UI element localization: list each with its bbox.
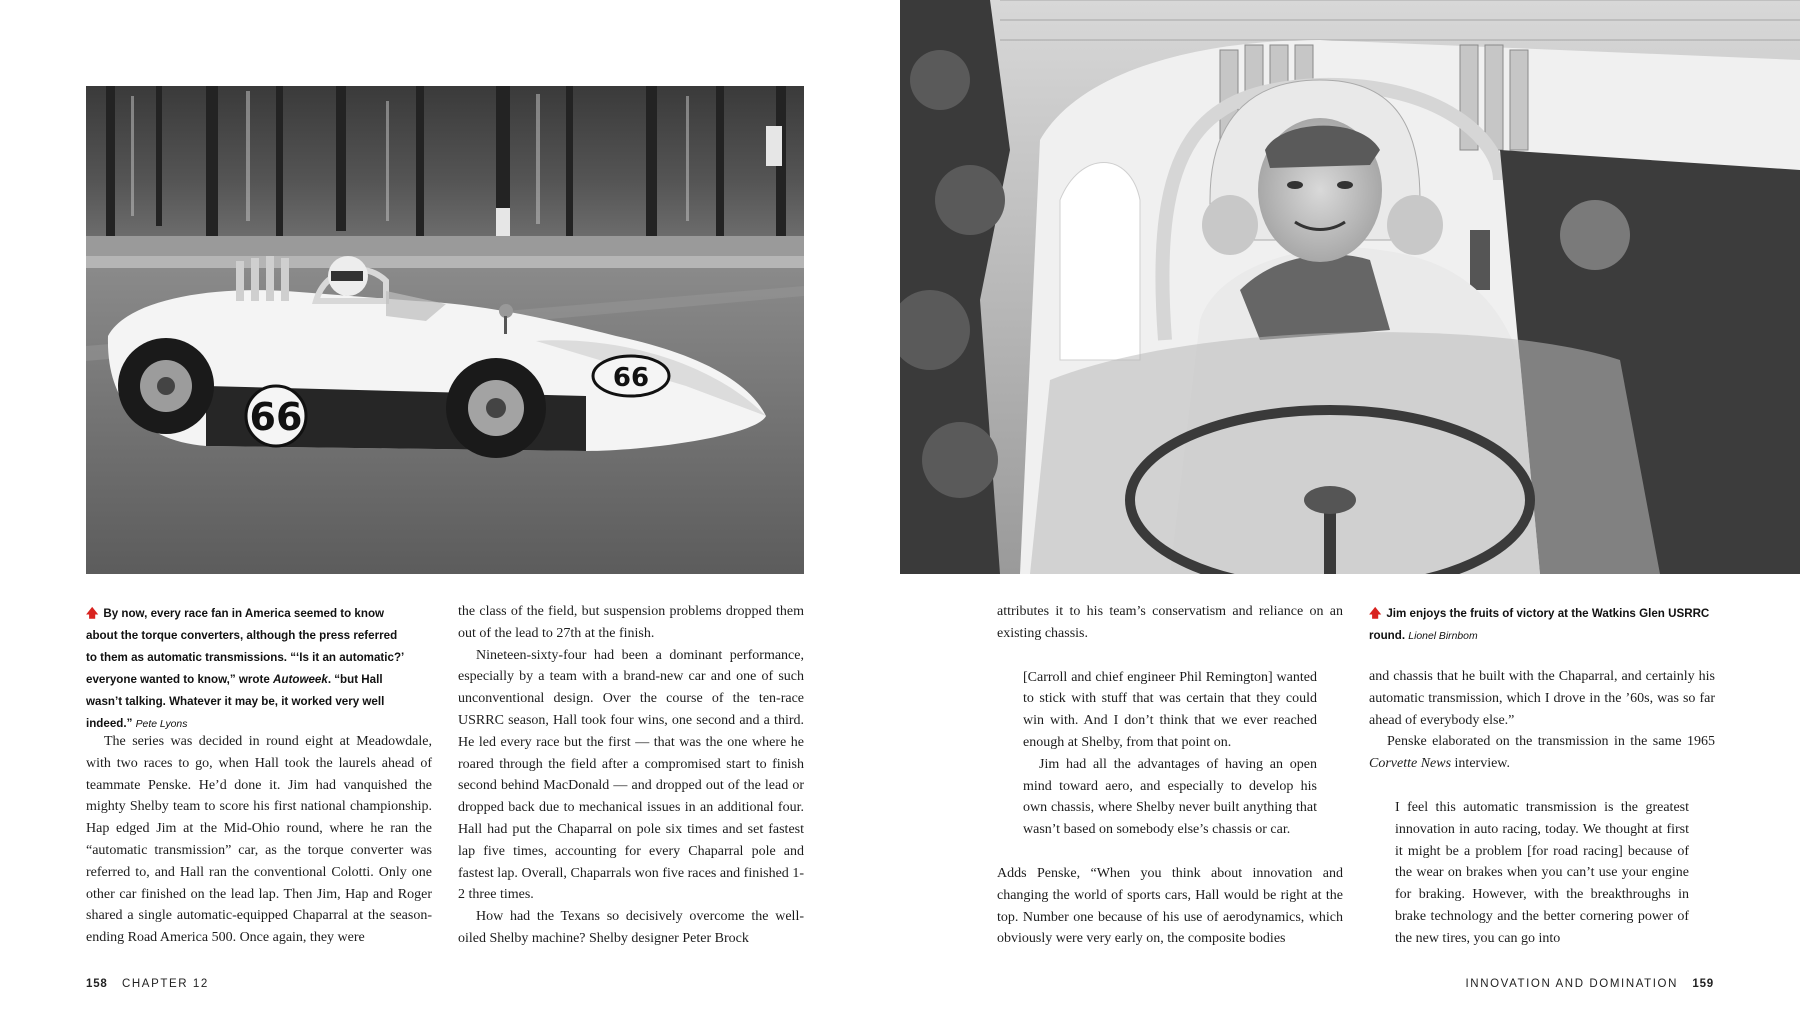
driver-portrait-photo: [900, 0, 1800, 574]
paragraph-text-end: interview.: [1451, 756, 1511, 772]
block-quote: I feel this automatic transmission is the greatest innovation in auto racing, today. We thought at first it might be a problem [for road racing] because of the wear on brakes when you can’t use your engine for braking. However, with the breakthroughs in brake technology and the better cornering power of the new tires, you can go into: [1395, 799, 1689, 946]
arrow-up-icon: 🡅: [86, 606, 99, 620]
body-paragraph: The series was decided in round eight at Meadowdale, with two races to go, when Hall took the laurels ahead of teammate Penske. He’d done it. Jim had vanquished the mighty Shelby team to score his first national championship. Hap edged Jim at the Mid-Ohio round, where he ran the “automatic transmission” car, as the torque converter was referred to, and Hall ran the conventional Colotti. Only one other car finished on the lead lap. Then Jim, Hap and Roger shared a single automatic-equipped Chaparral at the season-ending Road America 500. Once again, they were: [86, 734, 432, 946]
photo-caption-left: [86, 602, 404, 736]
paragraph-text: Penske elaborated on the transmission in the same 1965: [1387, 734, 1715, 750]
text-column-1: [86, 731, 432, 949]
block-quote: Jim had all the advantages of having an open mind toward aero, and especially to develop his own chassis, where Shelby never built anything that wasn’t based on somebody else’s chassis or car.: [1023, 756, 1317, 838]
body-paragraph: Adds Penske, “When you think about innovation and changing the world of sports cars, Hall would be right at the top. Number one because of his use of aerodynamics, which obviously were very early on, the composite bodies: [997, 865, 1343, 947]
body-paragraph: attributes it to his team’s conservatism and reliance on an existing chassis.: [997, 604, 1343, 641]
page-number: 158: [86, 978, 108, 990]
photo-credit: Lionel Birnbom: [1408, 631, 1478, 642]
body-paragraph: [1369, 731, 1715, 775]
body-paragraph: the class of the field, but suspension problems dropped them out of the lead to 27th at the finish.: [458, 604, 804, 641]
chapter-label: CHAPTER 12: [121, 978, 209, 990]
text-column-3: [997, 601, 1343, 950]
page-folio-right: [1466, 978, 1715, 990]
body-paragraph: and chassis that he built with the Chaparral, and certainly his automatic transmission, which I drove in the ’60s, was so far ahead of everybody else.”: [1369, 669, 1715, 728]
body-paragraph: Nineteen-sixty-four had been a dominant performance, especially by a team with a brand-new car and one of such unconventional design. Over the course of the ten-race USRRC season, Hall took four wins, one second and a third. He led every race but the first — that was the one where he roared through the field after a compromised start to finish second behind MacDonald — and dropped out of the lead or dropped back due to mechanical issues in an additional four. Hall had put the Chaparral on pole six times and set fastest lap five times, accounting for every Chaparral pole and fastest lap. Overall, Chaparrals won five races and finished 1-2 three times.: [458, 647, 804, 903]
caption-text: Jim enjoys the fruits of victory at the Watkins Glen USRRC round.: [1369, 607, 1710, 642]
car-number-nose: 66: [612, 363, 650, 393]
text-column-4: [1369, 666, 1715, 950]
block-quote: [Carroll and chief engineer Phil Remington] wanted to stick with stuff that was certain that they could win with. And I don’t think that we ever reached enough at Shelby, from that point on.: [1023, 669, 1317, 750]
car-number: 66: [249, 395, 303, 439]
page-number: 159: [1692, 978, 1714, 990]
caption-publication: Autoweek: [273, 673, 328, 686]
text-column-2: [458, 601, 804, 950]
photo-caption-right: [1369, 602, 1715, 648]
caption-text: By now, every race fan in America seemed to know about the torque converters, although the press referred to them as automatic transmissions. “‘Is it an automatic?’ everyone wanted to know,” wrote: [86, 607, 404, 686]
body-paragraph: How had the Texans so decisively overcome the well-oiled Shelby machine? Shelby designer Peter Brock: [458, 909, 804, 946]
arrow-up-icon: 🡅: [1369, 606, 1382, 620]
photo-credit: Pete Lyons: [135, 719, 188, 730]
chapter-title-label: INNOVATION AND DOMINATION: [1465, 978, 1679, 990]
race-car-photo: [86, 86, 804, 574]
publication-name: Corvette News: [1369, 756, 1452, 772]
caption-text-end: . “but Hall wasn’t talking. Whatever it may be, it worked very well indeed.”: [86, 673, 385, 730]
page-folio-left: [86, 978, 209, 990]
